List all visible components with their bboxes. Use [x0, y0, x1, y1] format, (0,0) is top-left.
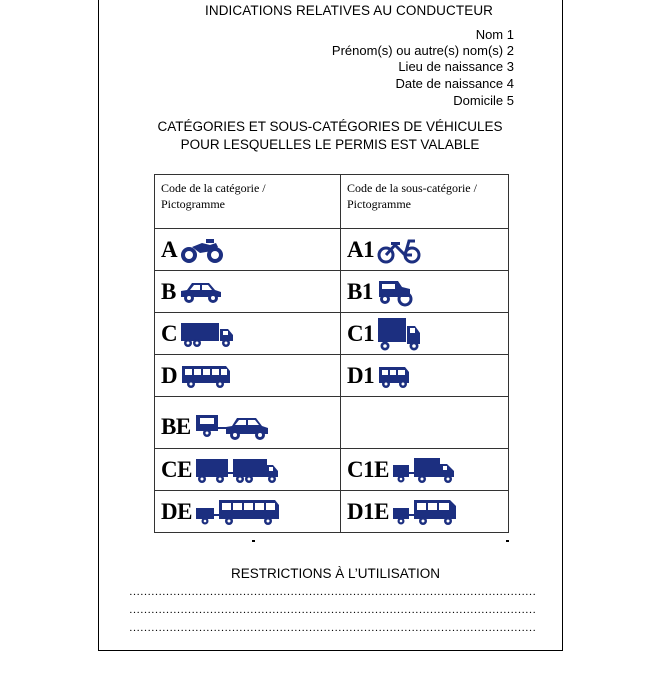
- car-trailer-icon: [194, 412, 270, 442]
- subcategory-cell: [341, 491, 509, 533]
- table-row: [155, 355, 509, 397]
- subcategory-cell-empty: [341, 397, 509, 449]
- field-prenoms: Prénom(s) ou autre(s) nom(s) 2: [331, 43, 514, 58]
- field-nom: Nom 1: [475, 27, 514, 42]
- table-row: [155, 271, 509, 313]
- categories-table: [154, 174, 509, 533]
- restriction-line-3: …………………………………………………………………………………………………: [129, 622, 536, 634]
- categories-title-line1: CATÉGORIES ET SOUS-CATÉGORIES DE VÉHICULES: [157, 119, 503, 134]
- category-code: B: [161, 279, 176, 304]
- field-lieu-naissance: Lieu de naissance 3: [398, 59, 514, 74]
- category-code: A: [161, 237, 178, 262]
- truck-icon: [180, 319, 234, 349]
- light-truck-trailer-icon: [392, 455, 456, 485]
- category-code: CE: [161, 457, 192, 482]
- category-cell: [155, 491, 341, 533]
- category-cell: [155, 397, 341, 449]
- header-subcategory: Code de la sous-catégorie / Pictogramme: [341, 175, 509, 229]
- bus-trailer-icon: [195, 497, 281, 527]
- category-cell: [155, 313, 341, 355]
- category-code: C: [161, 321, 178, 346]
- category-code: DE: [161, 499, 192, 524]
- table-row: [155, 491, 509, 533]
- minibus-trailer-icon: [392, 497, 458, 527]
- subcategory-code: B1: [347, 279, 373, 304]
- minibus-icon: [377, 363, 411, 389]
- table-row: [155, 449, 509, 491]
- field-date-naissance: Date de naissance 4: [395, 76, 514, 91]
- table-row: [155, 229, 509, 271]
- category-code: BE: [161, 414, 191, 439]
- subcategory-code: A1: [347, 237, 375, 262]
- category-code: D: [161, 363, 178, 388]
- subcategory-cell: [341, 229, 509, 271]
- category-cell: [155, 271, 341, 313]
- subcategory-cell: [341, 449, 509, 491]
- subcategory-code: C1E: [347, 457, 389, 482]
- header-category: Code de la catégorie / Pictogramme: [155, 175, 341, 229]
- subcategory-cell: [341, 355, 509, 397]
- light-truck-icon: [377, 316, 421, 352]
- tricycle-icon: [376, 277, 414, 307]
- subcategory-code: C1: [347, 321, 375, 346]
- table-mark: [506, 540, 509, 542]
- driver-info-title: INDICATIONS RELATIVES AU CONDUCTEUR: [205, 3, 494, 18]
- table-row: [155, 397, 509, 449]
- category-cell: [155, 229, 341, 271]
- truck-trailer-icon: [195, 455, 279, 485]
- motorcycle-icon: [180, 235, 224, 265]
- restrictions-title: RESTRICTIONS À L’UTILISATION: [231, 566, 441, 581]
- category-cell: [155, 449, 341, 491]
- table-row: [155, 313, 509, 355]
- moped-icon: [377, 235, 421, 265]
- car-icon: [179, 279, 223, 305]
- subcategory-code: D1E: [347, 499, 389, 524]
- field-domicile: Domicile 5: [453, 93, 514, 108]
- restriction-line-2: …………………………………………………………………………………………………: [129, 604, 536, 616]
- subcategory-cell: [341, 271, 509, 313]
- table-mark: [252, 540, 255, 542]
- bus-icon: [180, 363, 232, 389]
- subcategory-cell: [341, 313, 509, 355]
- restriction-line-1: …………………………………………………………………………………………………: [129, 586, 536, 598]
- category-cell: [155, 355, 341, 397]
- categories-title-line2: POUR LESQUELLES LE PERMIS EST VALABLE: [180, 137, 480, 152]
- table-header-row: [155, 175, 509, 229]
- subcategory-code: D1: [347, 363, 375, 388]
